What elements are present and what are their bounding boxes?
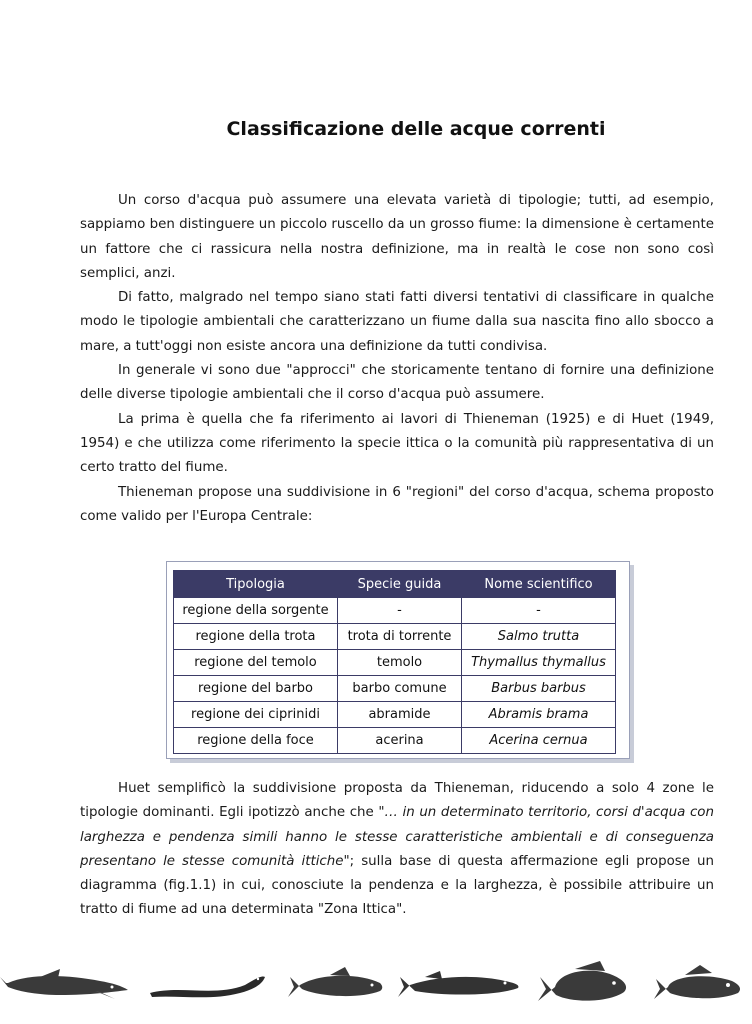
fish-decoration-strip bbox=[0, 955, 752, 1015]
column-header: Nome scientifico bbox=[462, 571, 616, 598]
pike-icon bbox=[398, 971, 518, 997]
carp-icon bbox=[538, 961, 626, 1001]
intro-text bbox=[80, 189, 714, 529]
cell-region: regione del temolo bbox=[174, 650, 338, 676]
cell-scientific-name: - bbox=[462, 598, 616, 624]
column-header: Tipologia bbox=[174, 571, 338, 598]
cell-scientific-name: Acerina cernua bbox=[462, 728, 616, 754]
table-row bbox=[174, 650, 616, 676]
huet-quote: "… in un determinato territorio, corsi d'acqua con larghezza e pendenza simili hanno le stesse caratteristiche ambientali e di conseguenza presentano le stesse comunità ittiche" bbox=[80, 805, 714, 869]
cell-species: - bbox=[338, 598, 462, 624]
trout-icon bbox=[288, 967, 382, 997]
cell-scientific-name: Thymallus thymallus bbox=[462, 650, 616, 676]
cell-scientific-name: Salmo trutta bbox=[462, 624, 616, 650]
cell-species: abramide bbox=[338, 702, 462, 728]
cell-region: regione della foce bbox=[174, 728, 338, 754]
paragraph: Thieneman propose una suddivisione in 6 "regioni" del corso d'acqua, schema proposto come valido per l'Europa Centrale: bbox=[80, 484, 714, 524]
huet-text bbox=[80, 777, 714, 923]
text-run: Huet semplificò la suddivisione proposta da Thieneman, riducendo a solo 4 zone le tipologie dominanti. Egli ipotizzò anche che bbox=[80, 781, 714, 821]
table-header-row bbox=[174, 571, 616, 598]
cell-region: regione della trota bbox=[174, 624, 338, 650]
table-row bbox=[174, 676, 616, 702]
cell-species: acerina bbox=[338, 728, 462, 754]
fish-regions-table-frame bbox=[166, 561, 630, 759]
table-row bbox=[174, 624, 616, 650]
goby-icon bbox=[654, 965, 740, 999]
page-title: Classificazione delle acque correnti bbox=[226, 118, 606, 140]
table-row bbox=[174, 598, 616, 624]
table-row bbox=[174, 702, 616, 728]
paragraph: Di fatto, malgrado nel tempo siano stati fatti diversi tentativi di classificare in qualche modo le tipologie ambientali che caratterizzano un fiume dalla sua nascita fino allo sbocco a mare, a tutt'oggi non esiste ancora una definizione da tutti condivisa. bbox=[80, 290, 714, 354]
paragraph bbox=[80, 777, 714, 923]
cell-species: trota di torrente bbox=[338, 624, 462, 650]
cell-species: temolo bbox=[338, 650, 462, 676]
sturgeon-icon bbox=[0, 969, 128, 999]
fish-regions-table bbox=[173, 570, 616, 754]
paragraph: La prima è quella che fa riferimento ai lavori di Thieneman (1925) e di Huet (1949, 1954) e che utilizza come riferimento la specie ittica o la comunità più rappresentativa di un certo tratto del fiume. bbox=[80, 411, 714, 476]
paragraph: In generale vi sono due "approcci" che storicamente tentano di fornire una definizione delle diverse tipologie ambientali che il corso d'acqua può assumere. bbox=[80, 363, 714, 403]
text-run: ; sulla base di questa affermazione egli propose un diagramma (fig.1.1) in cui, conosciute la pendenza e la larghezza, è possibile attribuire un tratto di fiume ad una determinata "Zona Ittica". bbox=[80, 853, 714, 918]
table-row bbox=[174, 728, 616, 754]
cell-species: barbo comune bbox=[338, 676, 462, 702]
cell-scientific-name: Abramis brama bbox=[462, 702, 616, 728]
cell-scientific-name: Barbus barbus bbox=[462, 676, 616, 702]
cell-region: regione dei ciprinidi bbox=[174, 702, 338, 728]
paragraph: Un corso d'acqua può assumere una elevata varietà di tipologie; tutti, ad esempio, sappiamo ben distinguere un piccolo ruscello da un grosso fiume: la dimensione è certamente un fattore che ci rassicura nella nostra definizione, ma in realtà le cose non sono così semplici, anzi. bbox=[80, 193, 714, 281]
cell-region: regione del barbo bbox=[174, 676, 338, 702]
cell-region: regione della sorgente bbox=[174, 598, 338, 624]
column-header: Specie guida bbox=[338, 571, 462, 598]
eel-icon bbox=[150, 976, 265, 997]
